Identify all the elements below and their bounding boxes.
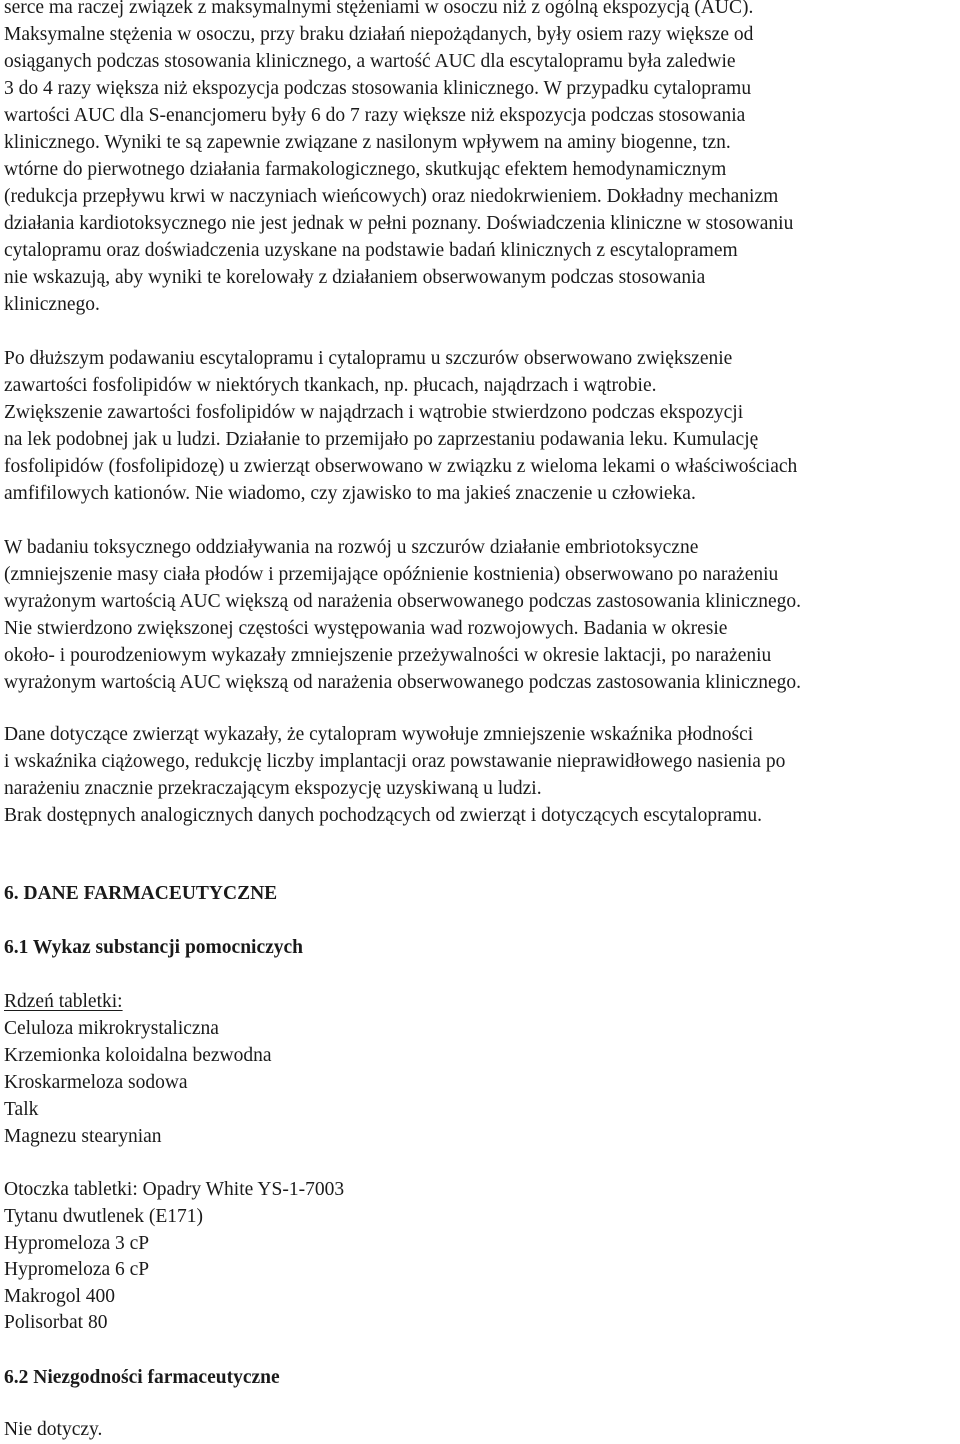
section-heading-6-2: 6.2 Niezgodności farmaceutyczne: [4, 1367, 280, 1388]
text-line: 3 do 4 razy większa niż ekspozycja podczas stosowania klinicznego. W przypadku cytalopramu: [4, 78, 752, 99]
list-item: Krzemionka koloidalna bezwodna: [4, 1045, 272, 1066]
text-line: wyrażonym wartością AUC większą od narażenia obserwowanego podczas zastosowania klinicznego.: [4, 591, 802, 612]
text-line: i wskaźnika ciążowego, redukcję liczby implantacji oraz powstawanie nieprawidłowego nasienia po: [4, 751, 786, 772]
text-line: klinicznego.: [4, 294, 100, 315]
text-line: działania kardiotoksycznego nie jest jednak w pełni poznany. Doświadczenia kliniczne w stosowaniu: [4, 213, 794, 234]
text-line: Po dłuższym podawaniu escytalopramu i cytalopramu u szczurów obserwowano zwiększenie: [4, 348, 733, 369]
list-item: Hypromeloza 6 cP: [4, 1259, 150, 1280]
text-line: fosfolipidów (fosfolipidozę) u zwierząt obserwowano w związku z wieloma lekami o właściwościach: [4, 456, 798, 477]
text-line: około- i pourodzeniowym wykazały zmniejszenie przeżywalności w okresie laktacji, po narażeniu: [4, 645, 772, 666]
text-line: wyrażonym wartością AUC większą od narażenia obserwowanego podczas zastosowania klinicznego.: [4, 672, 802, 693]
list-item: Talk: [4, 1099, 39, 1120]
text-line: Dane dotyczące zwierząt wykazały, że cytalopram wywołuje zmniejszenie wskaźnika płodności: [4, 724, 754, 745]
text-line: serce ma raczej związek z maksymalnymi stężeniami w osoczu niż z ogólną ekspozycją (AUC).: [4, 0, 754, 18]
text-line: Zwiększenie zawartości fosfolipidów w najądrzach i wątrobie stwierdzono podczas ekspozycji: [4, 402, 744, 423]
list-item: Celuloza mikrokrystaliczna: [4, 1018, 219, 1039]
text-line: W badaniu toksycznego oddziaływania na rozwój u szczurów działanie embriotoksyczne: [4, 537, 699, 558]
text-line: amfifilowych kationów. Nie wiadomo, czy zjawisko to ma jakieś znaczenie u człowieka.: [4, 483, 696, 504]
text-line: narażeniu znacznie przekraczającym ekspozycję uzyskiwaną u ludzi.: [4, 778, 542, 799]
text-line: klinicznego. Wyniki te są zapewnie związane z nasilonym wpływem na aminy biogenne, tzn.: [4, 132, 731, 153]
text-line: wartości AUC dla S-enancjomeru były 6 do 7 razy większe niż ekspozycja podczas stosowania: [4, 105, 746, 126]
section-6-2-text: Nie dotyczy.: [4, 1419, 103, 1440]
coating-label: Otoczka tabletki: Opadry White YS-1-7003: [4, 1179, 345, 1200]
text-line: na lek podobnej jak u ludzi. Działanie to przemijało po zaprzestaniu podawania leku. Kumulację: [4, 429, 759, 450]
text-line: (zmniejszenie masy ciała płodów i przemijające opóźnienie kostnienia) obserwowano po narażeniu: [4, 564, 779, 585]
list-item: Makrogol 400: [4, 1286, 116, 1307]
text-line: nie wskazują, aby wyniki te korelowały z działaniem obserwowanym podczas stosowania: [4, 267, 706, 288]
text-line: osiąganych podczas stosowania klinicznego, a wartość AUC dla escytalopramu była zaledwie: [4, 51, 736, 72]
text-line: wtórne do pierwotnego działania farmakologicznego, skutkując efektem hemodynamicznym: [4, 159, 727, 180]
text-line: zawartości fosfolipidów w niektórych tkankach, np. płucach, najądrzach i wątrobie.: [4, 375, 657, 396]
text-line: Brak dostępnych analogicznych danych pochodzących od zwierząt i dotyczących escytalopramu.: [4, 805, 763, 826]
list-item: Magnezu stearynian: [4, 1126, 162, 1147]
text-line: Nie stwierdzono zwiększonej częstości występowania wad rozwojowych. Badania w okresie: [4, 618, 728, 639]
list-item: Kroskarmeloza sodowa: [4, 1072, 188, 1093]
list-item: Hypromeloza 3 cP: [4, 1233, 150, 1254]
text-line: Maksymalne stężenia w osoczu, przy braku działań niepożądanych, były osiem razy większe od: [4, 24, 754, 45]
text-line: cytalopramu oraz doświadczenia uzyskane na podstawie badań klinicznych z escytalopramem: [4, 240, 738, 261]
text-line: (redukcja przepływu krwi w naczyniach wieńcowych) oraz niedokrwieniem. Dokładny mechanizm: [4, 186, 779, 207]
section-heading-6: 6. DANE FARMACEUTYCZNE: [4, 883, 278, 904]
list-item: Polisorbat 80: [4, 1312, 108, 1333]
core-label: Rdzeń tabletki:: [4, 991, 123, 1012]
section-heading-6-1: 6.1 Wykaz substancji pomocniczych: [4, 937, 304, 958]
list-item: Tytanu dwutlenek (E171): [4, 1206, 203, 1227]
